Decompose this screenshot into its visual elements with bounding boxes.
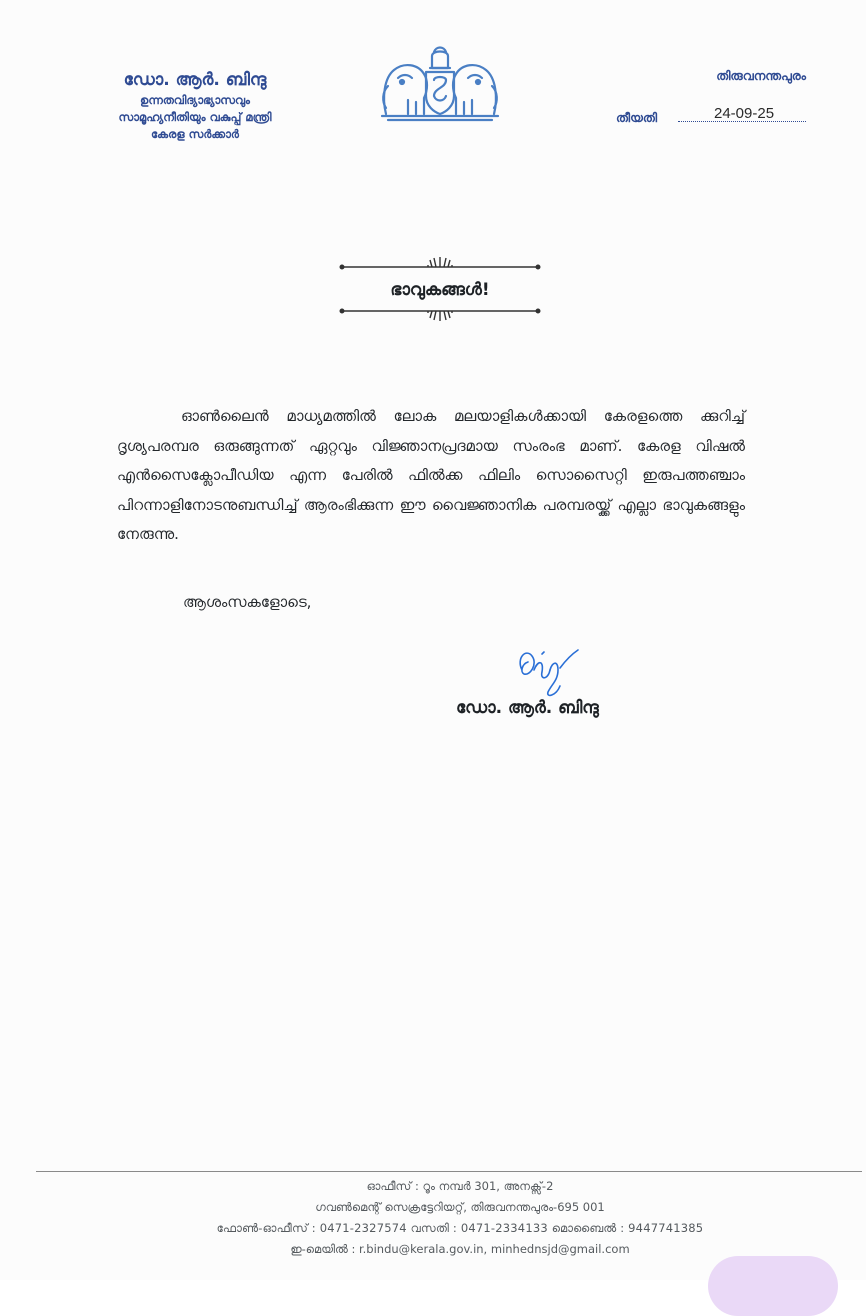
- closing-greeting: ആശംസകളോടെ,: [183, 593, 312, 611]
- letterhead-right: [586, 68, 806, 125]
- designation-line-2: സാമൂഹ്യനീതിയും വകുപ്പ് മന്ത്രി: [118, 110, 272, 124]
- date-value: 24-09-25: [714, 105, 775, 122]
- government-name: കേരള സർക്കാർ: [151, 127, 239, 141]
- letter-footer: [90, 1176, 830, 1260]
- letter-title: ഭാവുകങ്ങൾ!: [390, 280, 490, 300]
- footer-address: ഗവൺമെന്റ് സെക്രട്ടേറിയറ്റ്, തിരുവനന്തപുരം-695 001: [315, 1200, 605, 1214]
- date-row: [606, 102, 806, 126]
- signatory-name: ഡോ. ആർ. ബിന്ദു: [456, 698, 599, 718]
- city-name: തിരുവനന്തപുരം: [716, 68, 806, 83]
- minister-name: ഡോ. ആർ. ബിന്ദു: [123, 70, 267, 90]
- footer-divider: [36, 1171, 862, 1172]
- footer-email: ഇ-മെയിൽ : r.bindu@kerala.gov.in, minhednsjd@gmail.com: [290, 1242, 630, 1256]
- letter-body: ഓൺലൈൻ മാധ്യമത്തിൽ ലോക മലയാളികൾക്കായി കേരളത്തെ ക്കുറിച്ച് ദൃശ്യപരമ്പര ഒരുങ്ങുന്നത് ഏറ്റവും വിജ്ഞാനപ്രദമായ സംരംഭ മാണ്. കേരള വിഷൽ എൻസൈക്ലോപീഡിയ എന്ന പേരിൽ ഫിൽക്ക ഫിലിം സൊസൈറ്റി ഇരുപത്തഞ്ചാം പിറന്നാളിനോടനുബന്ധിച്ച് ആരംഭിക്കുന്ന ഈ വൈജ്ഞാനിക പരമ്പരയ്ക്ക് എല്ലാ ഭാവുകങ്ങളും നേരുന്നു.: [117, 407, 745, 543]
- letterhead-left: [70, 68, 320, 143]
- title-block: [338, 256, 542, 326]
- date-label: തീയതി: [616, 110, 658, 125]
- corner-shape: [708, 1256, 838, 1316]
- kerala-state-emblem-icon: [378, 42, 502, 126]
- handwritten-signature-icon: [512, 640, 592, 702]
- designation-line-1: ഉന്നതവിദ്യാഭ്യാസവും: [140, 93, 250, 107]
- footer-office: ഓഫീസ് : റൂം നമ്പർ 301, അനക്സ്-2: [366, 1179, 554, 1193]
- footer-phones: ഫോൺ-ഓഫീസ് : 0471-2327574 വസതി : 0471-2334133 മൊബൈൽ : 9447741385: [216, 1221, 704, 1235]
